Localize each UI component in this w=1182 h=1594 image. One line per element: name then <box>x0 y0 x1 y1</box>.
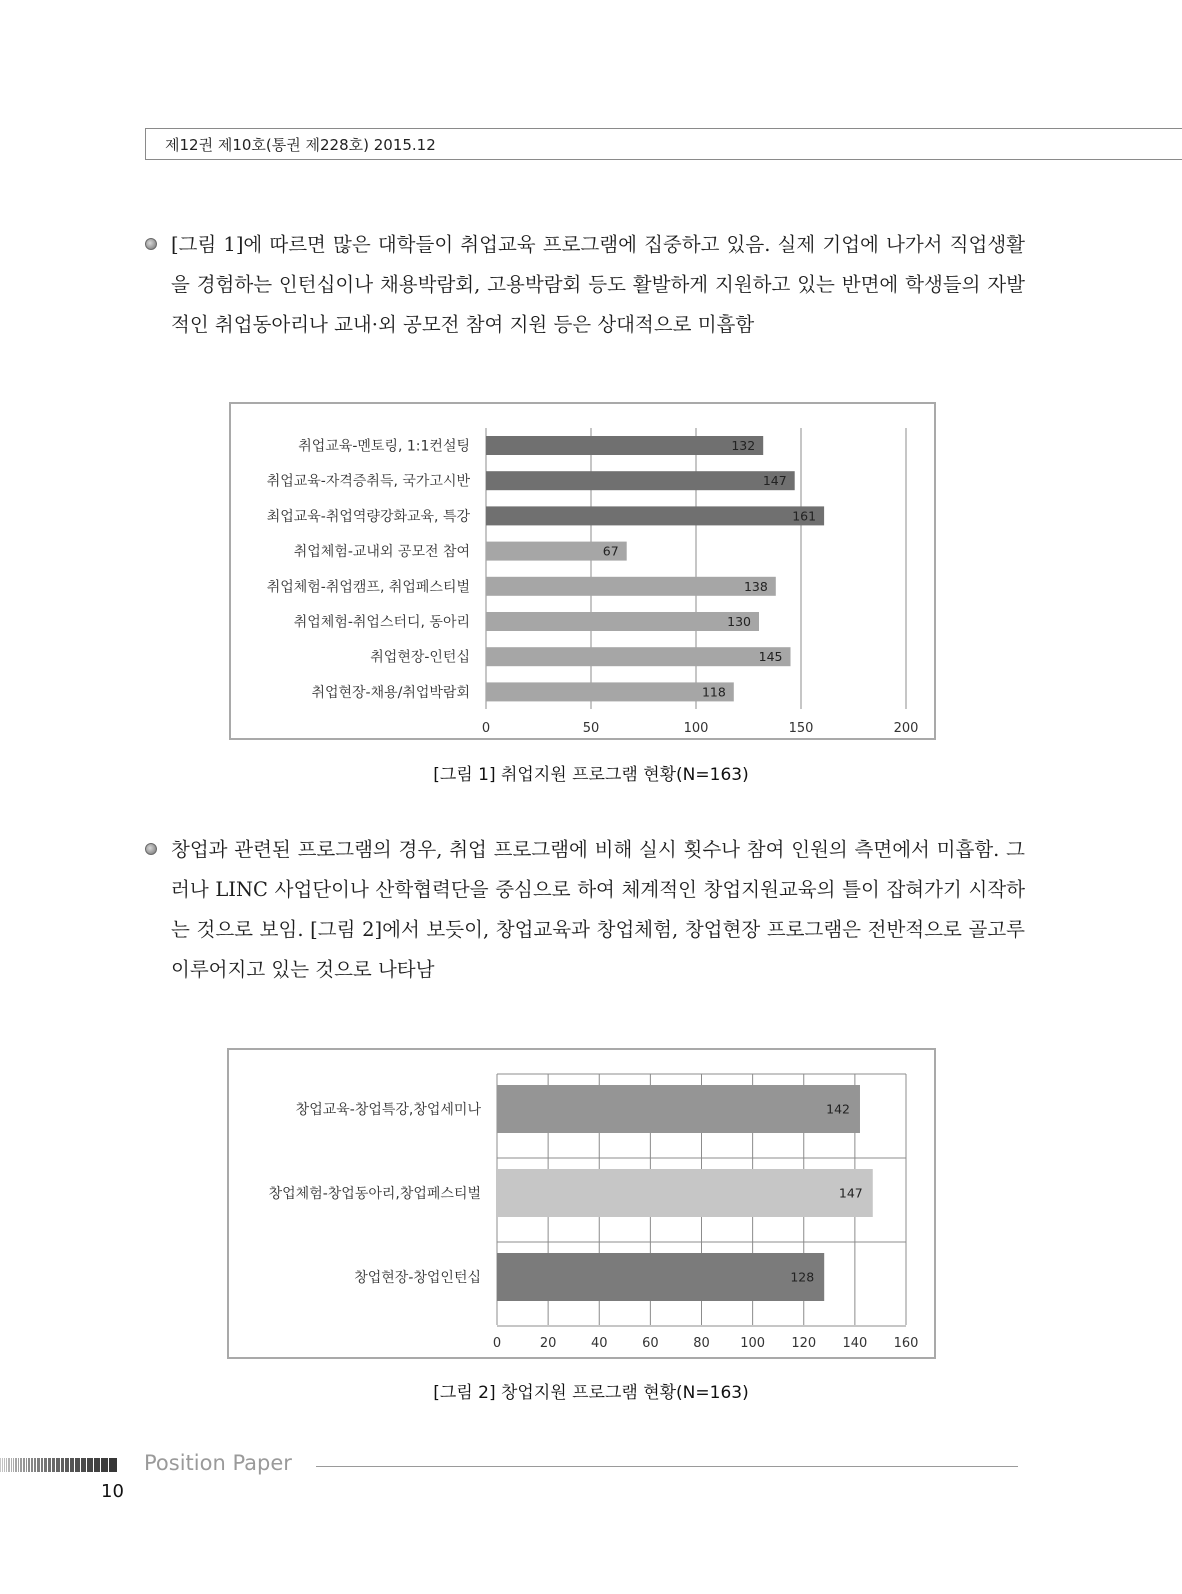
data-label: 67 <box>602 543 619 559</box>
data-label: 145 <box>758 649 783 665</box>
bar <box>486 647 791 666</box>
x-tick-label: 120 <box>791 1336 817 1351</box>
data-label: 142 <box>826 1101 850 1117</box>
bar <box>486 577 776 596</box>
x-tick-label: 50 <box>582 721 600 736</box>
category-label: 취업체험-취업스터디, 동아리 <box>293 614 470 631</box>
x-tick-label: 200 <box>893 721 919 736</box>
data-label: 128 <box>790 1269 815 1285</box>
bullet-icon <box>145 238 157 250</box>
x-tick-label: 100 <box>683 721 709 736</box>
data-label: 161 <box>792 508 817 524</box>
category-label: 취업체험-취업캠프, 취업페스티벌 <box>266 579 470 596</box>
bar <box>486 682 734 701</box>
page-number: 10 <box>101 1481 124 1502</box>
x-tick-label: 140 <box>842 1336 868 1351</box>
category-label: 창업교육-창업특강,창업세미나 <box>295 1102 481 1119</box>
footer-rule <box>316 1466 1018 1467</box>
category-label: 최업교육-취업역량강화교육, 특강 <box>266 508 470 525</box>
bar <box>486 471 795 490</box>
paragraph-text: 창업과 관련된 프로그램의 경우, 취업 프로그램에 비해 실시 횟수나 참여 인원의 측면에서 미흡함. 그러나 LINC 사업단이나 산학협력단을 중심으로 하여 체계적인 창업지원교육의 틀이 잡혀가기 시작하는 것으로 보임. [그림 2]에서 보듯이, 창업교육과 창업체험, 창업현장 프로그램은 전반적으로 골고루 이루어지고 있는 것으로 나타남 <box>171 838 1025 981</box>
bar <box>486 506 824 525</box>
category-label: 창업현장-창업인턴십 <box>354 1270 481 1287</box>
category-label: 취업체험-교내외 공모전 참여 <box>293 544 470 561</box>
category-label: 취업현장-채용/취업박람회 <box>311 684 470 701</box>
x-tick-label: 100 <box>740 1336 766 1351</box>
paragraph-2 <box>145 830 1025 990</box>
data-label: 138 <box>743 578 768 594</box>
bullet-icon <box>145 843 157 855</box>
figure-2-caption: [그림 2] 창업지원 프로그램 현황(N=163) <box>433 1383 749 1403</box>
figure-1-caption: [그림 1] 취업지원 프로그램 현황(N=163) <box>433 765 749 785</box>
category-label: 취업교육-멘토링, 1:1컨설팅 <box>298 438 470 455</box>
data-label: 147 <box>762 473 787 489</box>
figure-2-chart <box>227 1048 936 1359</box>
x-tick-label: 160 <box>893 1336 919 1351</box>
bar <box>497 1253 824 1301</box>
category-label: 창업체험-창업동아리,창업페스티벌 <box>268 1186 481 1203</box>
footer-bars-decoration <box>0 1458 128 1472</box>
paragraph-text: [그림 1]에 따르면 많은 대학들이 취업교육 프로그램에 집중하고 있음. 실제 기업에 나가서 직업생활을 경험하는 인턴십이나 채용박람회, 고용박람회 등도 활발하게 지원하고 있는 반면에 학생들의 자발적인 취업동아리나 교내·외 공모전 참여 지원 등은 상대적으로 미흡함 <box>171 233 1025 336</box>
x-tick-label: 20 <box>539 1336 557 1351</box>
x-tick-label: 80 <box>693 1336 710 1351</box>
figure-1-svg <box>231 404 934 738</box>
x-tick-label: 60 <box>642 1336 659 1351</box>
x-tick-label: 0 <box>481 721 491 736</box>
x-tick-label: 150 <box>788 721 814 736</box>
category-label: 취업현장-인턴십 <box>370 649 470 666</box>
figure-2-svg <box>229 1050 934 1357</box>
data-label: 118 <box>701 684 726 700</box>
data-label: 130 <box>727 614 751 629</box>
figure-1-chart <box>229 402 936 740</box>
x-tick-label: 0 <box>492 1336 502 1351</box>
category-label: 취업교육-자격증취득, 국가고시반 <box>266 473 470 490</box>
bar <box>486 612 759 631</box>
data-label: 147 <box>838 1185 863 1201</box>
data-label: 132 <box>731 438 756 453</box>
header-issue-info: 제12권 제10호(통권 제228호) 2015.12 <box>165 136 436 154</box>
bar <box>497 1085 860 1133</box>
x-tick-label: 40 <box>590 1336 608 1351</box>
paragraph-1 <box>145 225 1025 345</box>
bar <box>486 436 763 455</box>
footer-title: Position Paper <box>144 1451 292 1475</box>
bar <box>497 1169 873 1217</box>
